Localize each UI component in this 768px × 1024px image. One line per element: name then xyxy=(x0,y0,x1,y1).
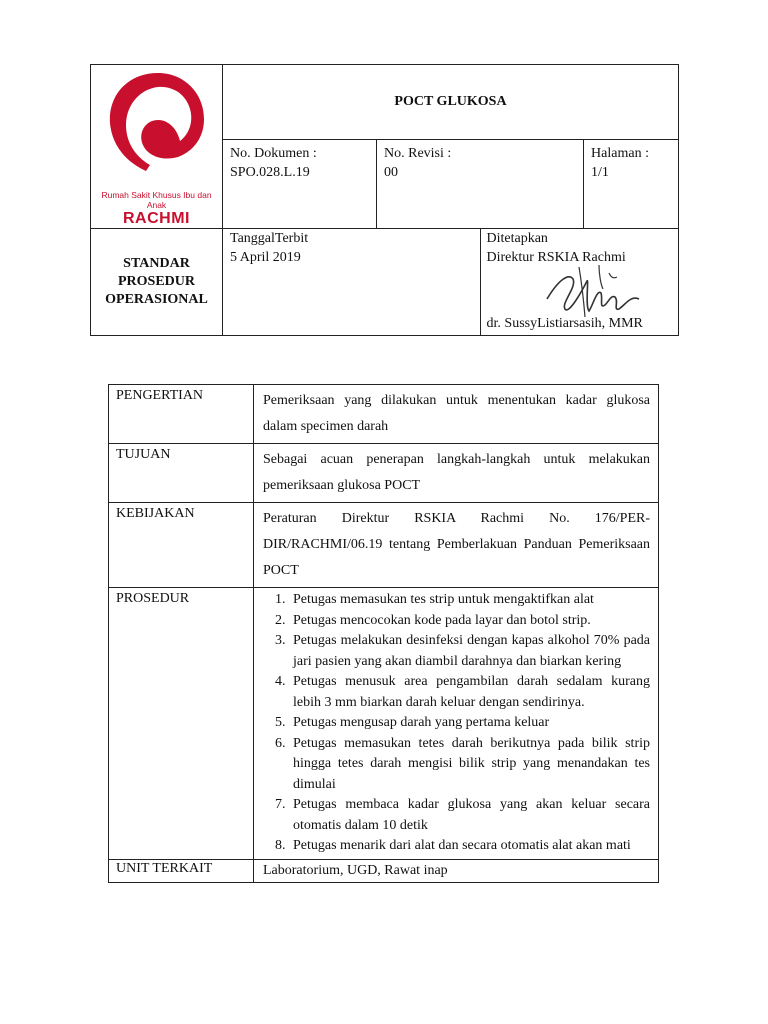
pengertian-label: PENGERTIAN xyxy=(109,385,254,444)
tanggal-terbit-label: TanggalTerbit xyxy=(230,231,309,246)
table-row xyxy=(109,444,659,503)
pengertian-text: Pemeriksaan yang dilakukan untuk menentukan kadar glukosa dalam specimen darah xyxy=(254,385,659,444)
sop-line-3: OPERASIONAL xyxy=(105,292,208,307)
sop-body-table xyxy=(108,384,659,883)
ditetapkan-by: Direktur RSKIA Rachmi xyxy=(486,250,626,265)
list-item: 5. Petugas mengusap darah yang pertama keluar xyxy=(289,713,650,734)
tanggal-terbit-value: 5 April 2019 xyxy=(230,250,301,265)
sop-line-2: PROSEDUR xyxy=(117,274,195,289)
prosedur-label: PROSEDUR xyxy=(109,588,254,860)
table-row xyxy=(109,385,659,444)
logo-caption: Rumah Sakit Khusus Ibu dan Anak xyxy=(101,190,212,210)
prosedur-cell xyxy=(254,588,659,860)
ditetapkan-label: Ditetapkan xyxy=(486,231,548,246)
no-dokumen-cell xyxy=(223,140,377,229)
tujuan-text: Sebagai acuan penerapan langkah-langkah untuk melakukan pemeriksaan glukosa POCT xyxy=(254,444,659,503)
prosedur-list xyxy=(263,590,650,857)
unit-terkait-label: UNIT TERKAIT xyxy=(109,859,254,882)
unit-terkait-text: Laboratorium, UGD, Rawat inap xyxy=(254,859,659,882)
list-item: 6. Petugas memasukan tetes darah berikutnya pada bilik strip hingga tetes darah mengisi bilik strip yang menandakan tes dimulai xyxy=(289,734,650,796)
list-item: 4. Petugas menusuk area pengambilan darah sedalam kurang lebih 3 mm biarkan darah keluar dengan sendirinya. xyxy=(289,672,650,713)
halaman-value: 1/1 xyxy=(591,165,609,181)
table-row xyxy=(109,859,659,882)
ditetapkan-cell xyxy=(480,229,678,336)
table-row xyxy=(109,503,659,588)
no-revisi-value: 00 xyxy=(384,165,398,181)
no-revisi-cell xyxy=(377,140,584,229)
sop-line-1: STANDAR xyxy=(123,256,190,271)
logo-name: RACHMI xyxy=(123,210,190,227)
hospital-logo-cell xyxy=(91,65,223,229)
halaman-cell xyxy=(584,140,679,229)
no-revisi-label: No. Revisi : xyxy=(384,146,452,162)
kebijakan-text: Peraturan Direktur RSKIA Rachmi No. 176/PER-DIR/RACHMI/06.19 tentang Pemberlakuan Panduan Pemeriksaan POCT xyxy=(254,503,659,588)
rachmi-logo-icon xyxy=(98,65,216,185)
sop-header-table xyxy=(90,64,679,336)
list-item: 7. Petugas membaca kadar glukosa yang akan keluar secara otomatis dalam 10 detik xyxy=(289,795,650,836)
sop-label-cell xyxy=(91,229,223,336)
kebijakan-label: KEBIJAKAN xyxy=(109,503,254,588)
list-item: 3. Petugas melakukan desinfeksi dengan kapas alkohol 70% pada jari pasien yang akan diambil darahnya dan biarkan kering xyxy=(289,631,650,672)
halaman-label: Halaman : xyxy=(591,146,649,162)
no-dokumen-label: No. Dokumen : xyxy=(230,146,317,162)
list-item: 2. Petugas mencocokan kode pada layar dan botol strip. xyxy=(289,611,650,632)
list-item: 8. Petugas menarik dari alat dan secara otomatis alat akan mati xyxy=(289,836,650,857)
table-row xyxy=(109,588,659,860)
tanggal-terbit-cell xyxy=(223,229,481,336)
document-title: POCT GLUKOSA xyxy=(223,65,679,140)
list-item: 1. Petugas memasukan tes strip untuk mengaktifkan alat xyxy=(289,590,650,611)
tujuan-label: TUJUAN xyxy=(109,444,254,503)
signature-icon xyxy=(539,259,649,321)
no-dokumen-value: SPO.028.L.19 xyxy=(230,165,310,181)
doctor-name: dr. SussyListiarsasih, MMR xyxy=(486,316,643,331)
